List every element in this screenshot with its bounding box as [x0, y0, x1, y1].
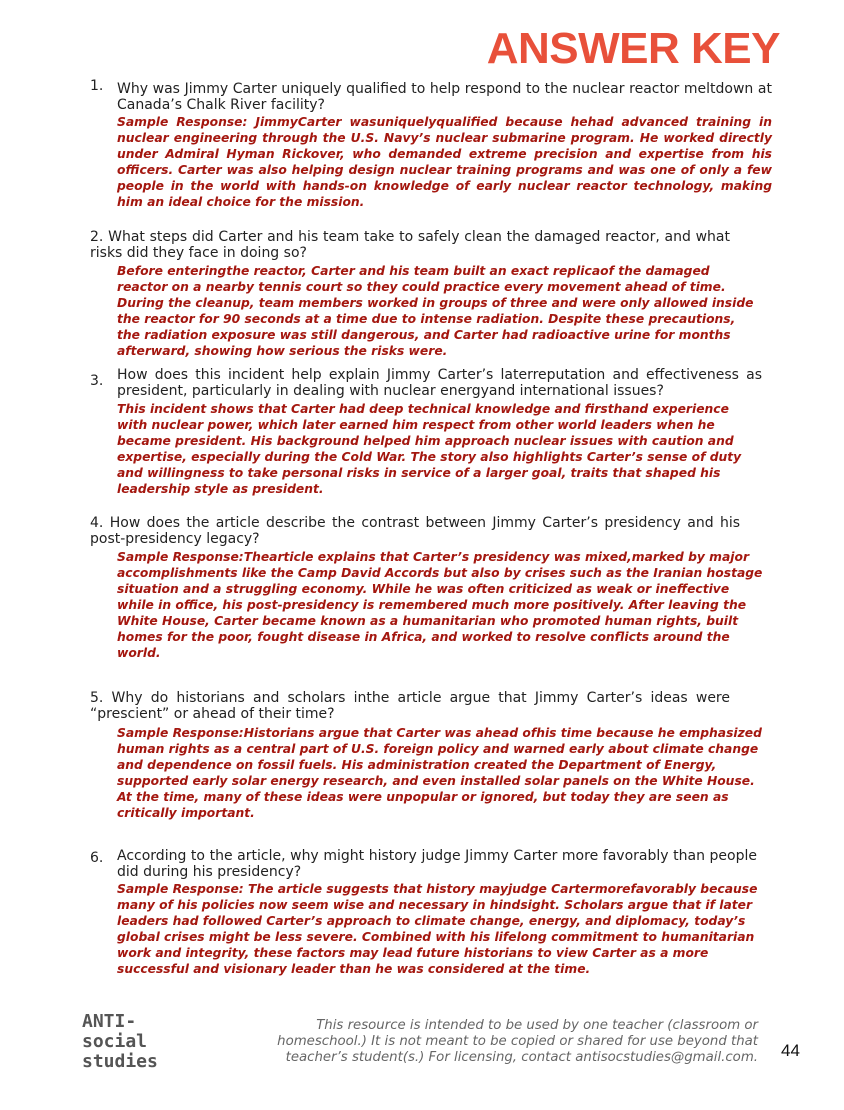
page-number: 44: [781, 1041, 800, 1060]
question-5-text: [90, 690, 730, 722]
license-note: This resource is intended to be used by one teacher (classroom or homeschool.) It is not meant to be copied or shared for use beyond that teacher’s student(s.) For licensing, contact antisocstudies@gmail.com.: [277, 1018, 758, 1065]
logo-line-2: social: [82, 1031, 148, 1052]
question-4-number: 4.: [90, 515, 104, 531]
question-1-number: 1.: [90, 78, 104, 94]
page-title: ANSWER KEY: [486, 24, 780, 73]
question-2-number: 2.: [90, 229, 104, 245]
answer-6: Sample Response: The article suggests that history mayjudge Cartermorefavorably because many of his policies now seem wise and necessary in hindsight. Scholars argue that if later leaders had followed Carter’s approach to climate change, energy, and diplomacy, today’s global crises might be less severe. Combined with his lifelong commitment to humanitarian work and integrity, these factors may lead future historians to view Carter as a more successful and visionary leader than he was considered at the time.: [117, 882, 758, 976]
question-1-text: Why was Jimmy Carter uniquely qualified to help respond to the nuclear reactor meltdown at Canada’s Chalk River facility?: [117, 81, 772, 113]
brand-logo: [82, 1012, 158, 1072]
question-2-text: [90, 229, 730, 261]
question-6-number: 6.: [90, 850, 104, 866]
question-4-body: How does the article describe the contrast between Jimmy Carter’s presidency and his post-presidency legacy?: [90, 515, 741, 547]
question-6-text: According to the article, why might history judge Jimmy Carter more favorably than people did during his presidency?: [117, 848, 757, 880]
question-2-body: What steps did Carter and his team take to safely clean the damaged reactor, and what risks did they face in doing so?: [90, 229, 730, 261]
answer-3: This incident shows that Carter had deep technical knowledge and firsthand experience with nuclear power, which later earned him respect from other world leaders when he became president. His background helped him approach nuclear issues with caution and expertise, especially during the Cold War. The story also highlights Carter’s sense of duty and willingness to take personal risks in service of a larger goal, traits that shaped his leadership style as president.: [117, 402, 742, 496]
answer-5: Sample Response:Historians argue that Carter was ahead ofhis time because he emphasized human rights as a central part of U.S. foreign policy and warned early about climate change and dependence on fossil fuels. His administration created the Department of Energy, supported early solar energy research, and even installed solar panels on the White House. At the time, many of these ideas were unpopular or ignored, but today they are seen as critically important.: [117, 726, 762, 820]
question-5-number: 5.: [90, 690, 104, 706]
answer-4: Sample Response:Thearticle explains that Carter’s presidency was mixed,marked by major accomplishments like the Camp David Accords but also by crises such as the Iranian hostage situation and a struggling economy. While he was often criticized as weak or ineffective while in office, his post-presidency is remembered much more positively. After leaving the White House, Carter became known as a humanitarian who promoted human rights, built homes for the poor, fought disease in Africa, and worked to resolve conflicts around the world.: [117, 550, 763, 660]
logo-line-1: ANTI-: [82, 1011, 137, 1032]
question-3-number: 3.: [90, 373, 104, 389]
question-4-text: [90, 515, 740, 547]
question-3-text: How does this incident help explain Jimmy Carter’s laterreputation and effectiveness as president, particularly in dealing with nuclear energyand international issues?: [117, 367, 762, 399]
answer-1: Sample Response: JimmyCarter wasuniquelyqualified because hehad advanced training in nuclear engineering through the U.S. Navy’s nuclear submarine program. He worked directly under Admiral Hyman Rickover, who demanded extreme precision and expertise from his officers. Carter was also helping design nuclear training programs and was one of only a few people in the world with hands-on knowledge of early nuclear reactor technology, making him an ideal choice for the mission.: [117, 115, 772, 209]
logo-line-3: studies: [82, 1051, 158, 1072]
answer-2: Before enteringthe reactor, Carter and his team built an exact replicaof the damaged reactor on a nearby tennis court so they could practice every movement ahead of time. During the cleanup, team members worked in groups of three and were only allowed inside the reactor for 90 seconds at a time due to intense radiation. Despite these precautions, the radiation exposure was still dangerous, and Carter had radioactive urine for months afterward, showing how serious the risks were.: [117, 264, 754, 358]
question-5-body: Why do historians and scholars inthe article argue that Jimmy Carter’s ideas were “prescient” or ahead of their time?: [90, 690, 730, 722]
